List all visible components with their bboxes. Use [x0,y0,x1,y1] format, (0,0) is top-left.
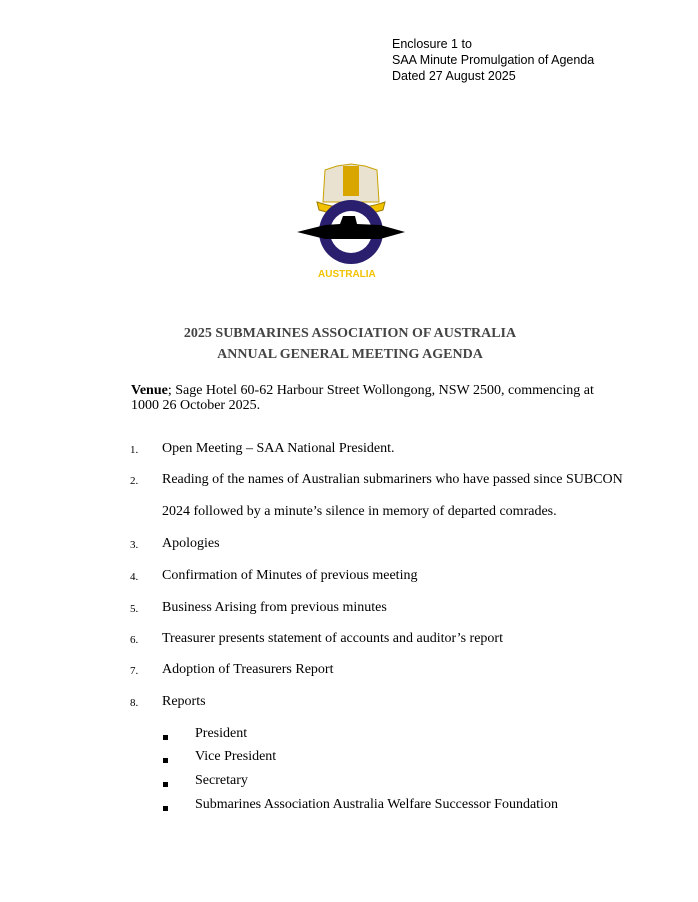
report-item: Submarines Association Australia Welfare Successor Foundation [195,797,558,812]
bullet-icon [163,806,168,811]
agenda-item: Confirmation of Minutes of previous meeting [162,568,418,583]
item-number: 6. [130,634,139,646]
agenda-item: Adoption of Treasurers Report [162,662,334,677]
item-number: 3. [130,539,139,551]
agenda-item: Business Arising from previous minutes [162,600,387,615]
item-number: 1. [130,444,139,456]
title-line-2: ANNUAL GENERAL MEETING AGENDA [217,347,483,362]
agenda-item: Treasurer presents statement of accounts and auditor’s report [162,631,503,646]
report-item: Vice President [195,749,277,764]
bullet-icon [163,758,168,763]
venue-text: ; Sage Hotel 60-62 Harbour Street Wollongong, NSW 2500, commencing at 1000 26 October 2025. [131,383,594,413]
venue-label: Venue [131,383,168,398]
logo-caption: AUSTRALIA [318,269,376,280]
title-line-1: 2025 SUBMARINES ASSOCIATION OF AUSTRALIA [183,326,517,341]
promulgation-line: SAA Minute Promulgation of Agenda [392,53,595,67]
item-number: 2. [130,475,139,487]
bullet-icon [163,735,168,740]
report-item: President [195,726,248,741]
venue-paragraph [131,383,611,413]
item-number: 5. [130,603,139,615]
bullet-icon [163,782,168,787]
report-item: Secretary [195,773,248,788]
date-line: Dated 27 August 2025 [392,69,516,83]
item-number: 7. [130,665,139,677]
agenda-item-continued: 2024 followed by a minute’s silence in memory of departed comrades. [162,504,557,519]
item-number: 4. [130,571,139,583]
item-number: 8. [130,697,139,709]
agenda-item: Apologies [162,536,220,551]
enclosure-line: Enclosure 1 to [392,37,472,51]
agenda-item: Reports [162,694,206,709]
agenda-item: Reading of the names of Australian submariners who have passed since SUBCON [162,472,623,487]
saa-logo [295,162,407,270]
agenda-item: Open Meeting – SAA National President. [162,441,395,456]
